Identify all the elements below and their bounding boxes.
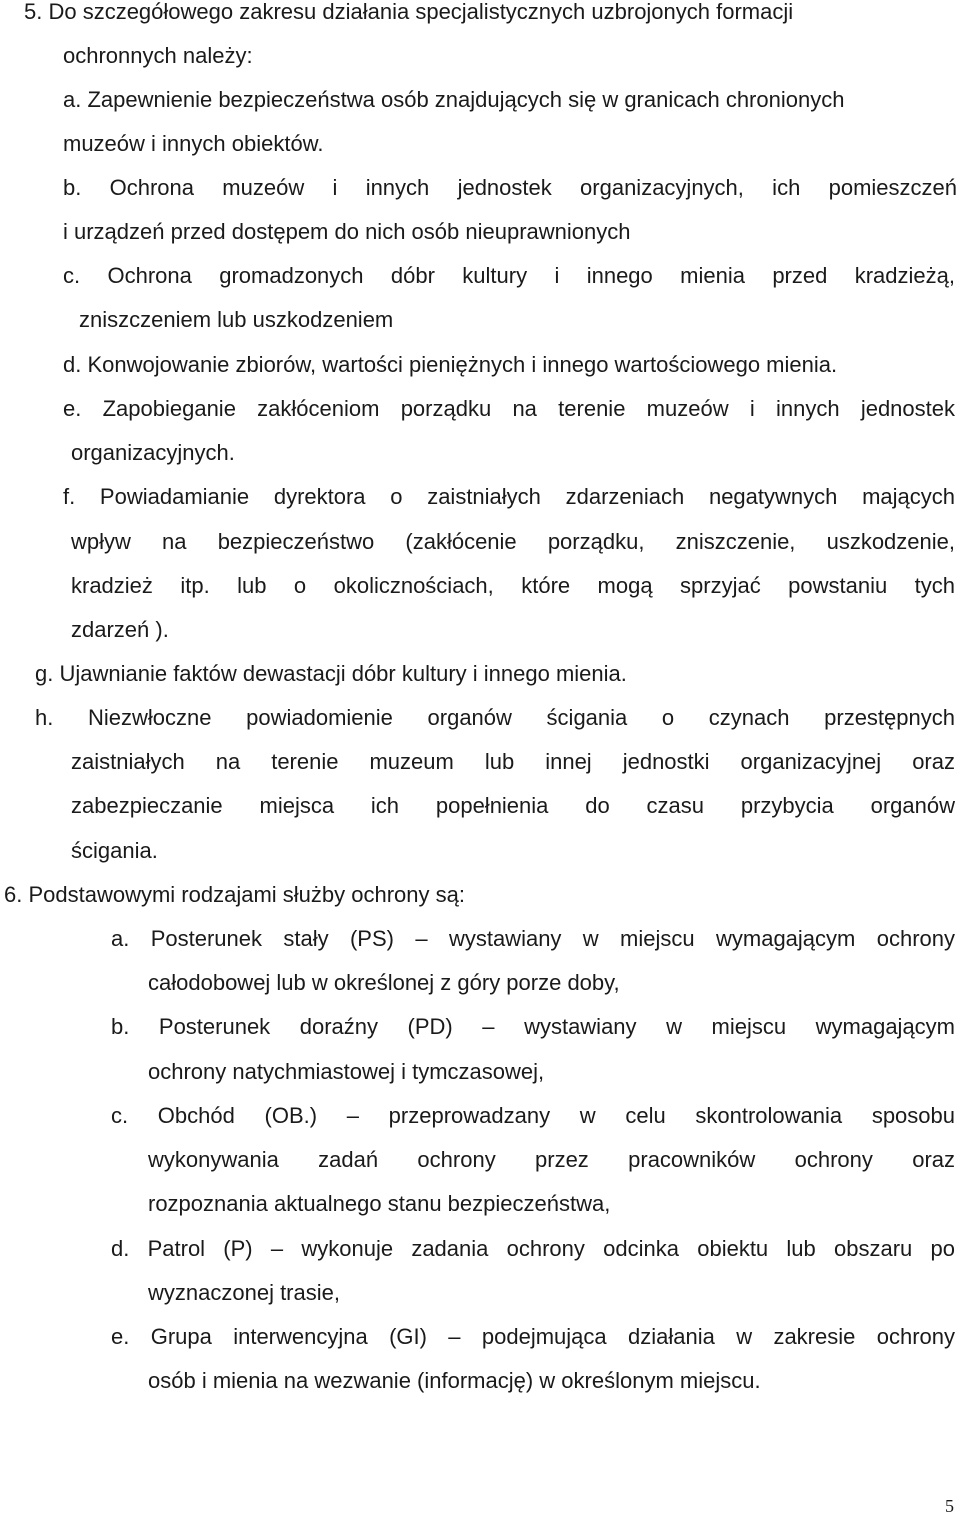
list-item-6d-cont: wyznaczonej trasie, [148, 1280, 340, 1305]
list-item-5f-cont-1: wpływ na bezpieczeństwo (zakłócenie porządku, zniszczenie, uszkodzenie, [71, 529, 955, 554]
list-item-5g: g. Ujawnianie faktów dewastacji dóbr kultury i innego mienia. [35, 661, 627, 686]
section-5-heading-cont: ochronnych należy: [63, 43, 253, 68]
list-item-6b: b. Posterunek doraźny (PD) – wystawiany w miejscu wymagającym [111, 1014, 955, 1039]
list-item-6c-cont-1: wykonywania zadań ochrony przez pracowników ochrony oraz [148, 1147, 955, 1172]
list-item-5f-cont-3: zdarzeń ). [71, 617, 169, 642]
list-item-5a-cont: muzeów i innych obiektów. [63, 131, 324, 156]
list-item-6c: c. Obchód (OB.) – przeprowadzany w celu skontrolowania sposobu [111, 1103, 955, 1128]
list-item-5c-cont: zniszczeniem lub uszkodzeniem [79, 307, 394, 332]
list-item-6c-cont-2: rozpoznania aktualnego stanu bezpieczeństwa, [148, 1191, 611, 1216]
list-item-5h-cont-3: ścigania. [71, 838, 158, 863]
section-5-heading: 5. Do szczegółowego zakresu działania specjalistycznych uzbrojonych formacji [24, 0, 794, 24]
list-item-6a: a. Posterunek stały (PS) – wystawiany w miejscu wymagającym ochrony [111, 926, 955, 951]
list-item-6d: d. Patrol (P) – wykonuje zadania ochrony odcinka obiektu lub obszaru po [111, 1236, 955, 1261]
list-item-5h-cont-2: zabezpieczanie miejsca ich popełnienia do czasu przybycia organów [71, 793, 955, 818]
list-item-5f-cont-2: kradzież itp. lub o okolicznościach, które mogą sprzyjać powstaniu tych [71, 573, 955, 598]
list-item-5c: c. Ochrona gromadzonych dóbr kultury i innego mienia przed kradzieżą, [63, 263, 955, 288]
section-6-heading: 6. Podstawowymi rodzajami służby ochrony są: [4, 882, 465, 907]
list-item-5a: a. Zapewnienie bezpieczeństwa osób znajdujących się w granicach chronionych [63, 87, 845, 112]
list-item-5h-cont-1: zaistniałych na terenie muzeum lub innej jednostki organizacyjnej oraz [71, 749, 955, 774]
list-item-5e-cont: organizacyjnych. [71, 440, 235, 465]
list-item-6a-cont: całodobowej lub w określonej z góry porze doby, [148, 970, 620, 995]
list-item-5f: f. Powiadamianie dyrektora o zaistniałych zdarzeniach negatywnych mających [63, 484, 955, 509]
list-item-5d: d. Konwojowanie zbiorów, wartości pieniężnych i innego wartościowego mienia. [63, 352, 838, 377]
list-item-5b: b. Ochrona muzeów i innych jednostek organizacyjnych, ich pomieszczeń [63, 175, 957, 200]
list-item-6e-cont: osób i mienia na wezwanie (informację) w określonym miejscu. [148, 1368, 761, 1393]
list-item-5e: e. Zapobieganie zakłóceniom porządku na terenie muzeów i innych jednostek [63, 396, 955, 421]
list-item-5h: h. Niezwłoczne powiadomienie organów ścigania o czynach przestępnych [35, 705, 955, 730]
list-item-6b-cont: ochrony natychmiastowej i tymczasowej, [148, 1059, 545, 1084]
page-number: 5 [945, 1496, 954, 1516]
list-item-5b-cont: i urządzeń przed dostępem do nich osób nieuprawnionych [63, 219, 631, 244]
list-item-6e: e. Grupa interwencyjna (GI) – podejmująca działania w zakresie ochrony [111, 1324, 955, 1349]
